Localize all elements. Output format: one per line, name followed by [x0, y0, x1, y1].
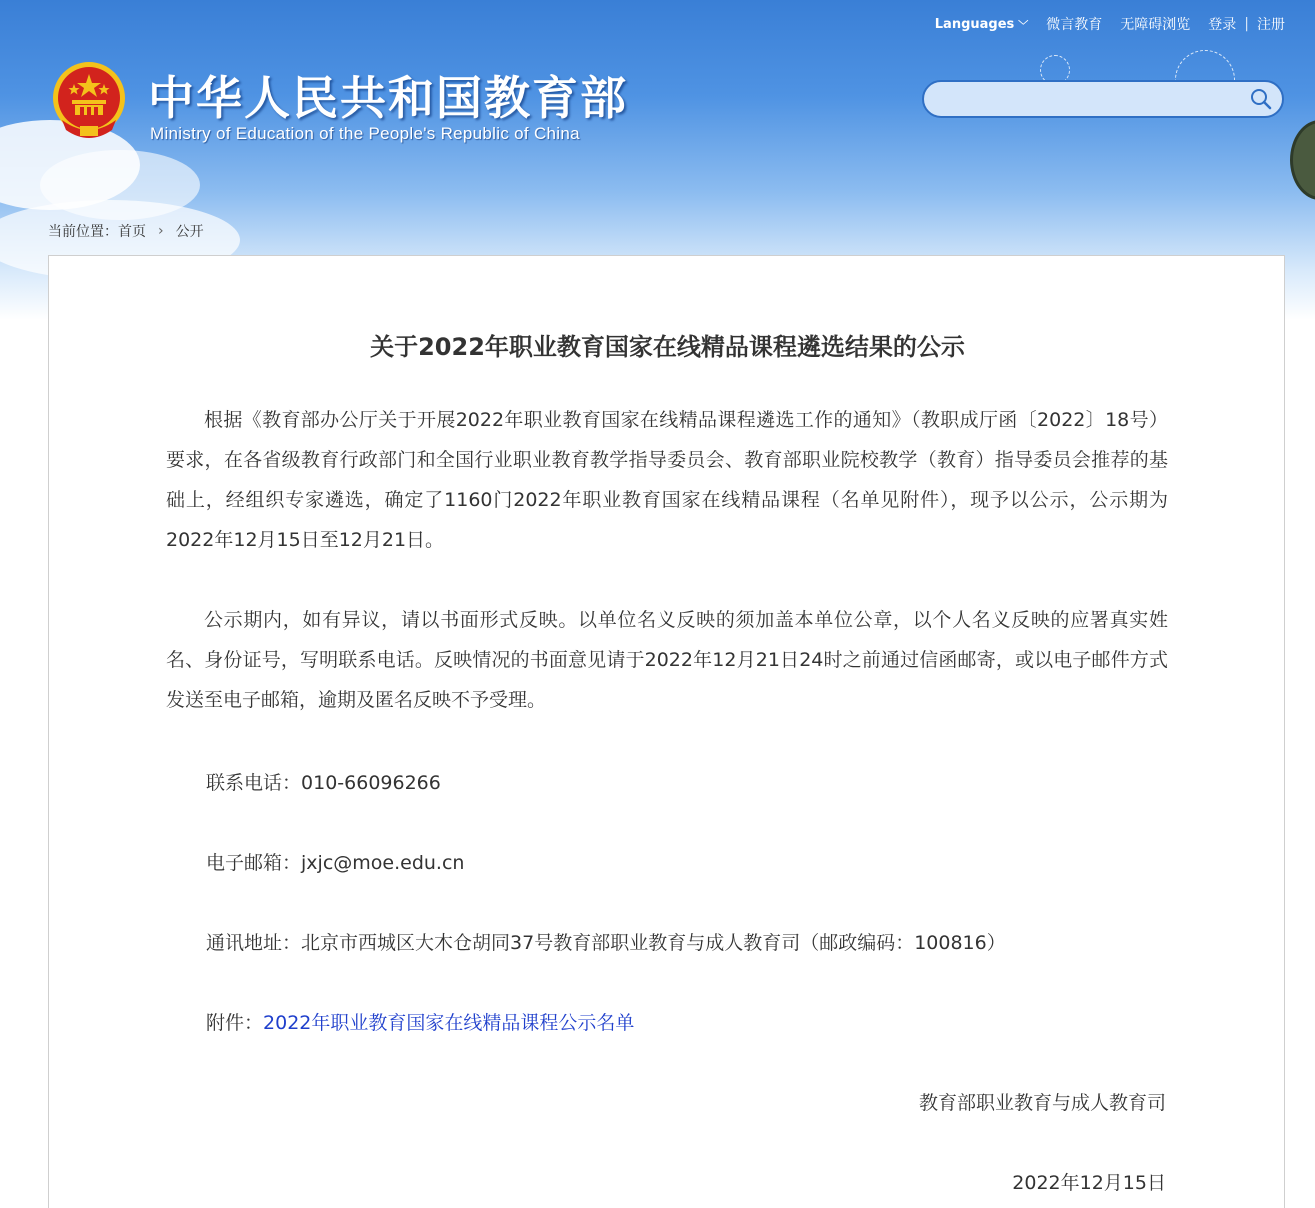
chevron-down-icon: ﹀	[1018, 20, 1029, 32]
weiyan-link[interactable]: 微言教育	[1046, 17, 1103, 33]
search-icon[interactable]	[1250, 88, 1272, 110]
nav-separator: |	[1244, 16, 1249, 32]
breadcrumb-label: 当前位置：首页	[48, 224, 146, 240]
site-subtitle: Ministry of Education of the People's Republic of China	[150, 124, 580, 143]
phone-label: 联系电话：	[206, 772, 302, 794]
address-value: 北京市西城区大木仓胡同37号教育部职业教育与成人教育司（邮政编码：100816）	[301, 932, 1006, 954]
breadcrumb-home[interactable]: 首页	[118, 224, 146, 240]
article-paragraph-2: 公示期内，如有异议，请以书面形式反映。以单位名义反映的须加盖本单位公章，以个人名义反映的应署真实姓名、身份证号，写明联系电话。反映情况的书面意见请于2022年12月21日24时之前通过信函邮寄，或以电子邮件方式发送至电子邮箱，逾期及匿名反映不予受理。	[166, 609, 1168, 711]
national-emblem-icon[interactable]	[50, 60, 128, 142]
breadcrumb-current[interactable]: 公开	[175, 224, 204, 240]
article-title: 关于2022年职业教育国家在线精品课程遴选结果的公示	[370, 333, 965, 361]
languages-label: Languages	[934, 16, 1015, 32]
breadcrumb	[48, 221, 204, 241]
publish-date: 2022年12月15日	[1012, 1172, 1166, 1194]
email-value: jxjc@moe.edu.cn	[301, 852, 465, 874]
dandelion-decoration	[1290, 120, 1315, 200]
signature: 教育部职业教育与成人教育司	[918, 1092, 1166, 1114]
search-box	[922, 80, 1284, 118]
attachment-link[interactable]: 2022年职业教育国家在线精品课程公示名单	[263, 1012, 635, 1034]
article-paragraph-1: 根据《教育部办公厅关于开展2022年职业教育国家在线精品课程遴选工作的通知》（教职成厅函〔2022〕18号）要求，在各省级教育行政部门和全国行业职业教育教学指导委员会、教育部职业院校教学（教育）指导委员会推荐的基础上，经组织专家遴选，确定了1160门2022年职业教育国家在线精品课程（名单见附件），现予以公示，公示期为2022年12月15日至12月21日。	[166, 409, 1168, 551]
contact-email-line	[206, 848, 464, 875]
register-link[interactable]: 注册	[1257, 17, 1285, 33]
article-card	[48, 255, 1285, 1208]
contact-address-line	[206, 928, 1006, 955]
accessible-browse-link[interactable]: 无障碍浏览	[1120, 17, 1191, 33]
email-label: 电子邮箱：	[206, 852, 302, 874]
site-title[interactable]: 中华人民共和国教育部	[148, 71, 628, 125]
login-link[interactable]: 登录	[1208, 17, 1237, 33]
address-label: 通讯地址：	[206, 932, 302, 954]
attachment-line	[206, 1008, 634, 1035]
phone-value: 010-66096266	[301, 772, 441, 794]
top-nav	[935, 14, 1285, 34]
contact-phone-line	[206, 768, 441, 795]
attachment-label: 附件：	[206, 1012, 264, 1034]
chevron-right-icon: ›	[158, 223, 164, 239]
languages-menu[interactable]	[935, 17, 1029, 32]
search-input[interactable]	[940, 88, 1240, 110]
account-links	[1208, 14, 1285, 34]
